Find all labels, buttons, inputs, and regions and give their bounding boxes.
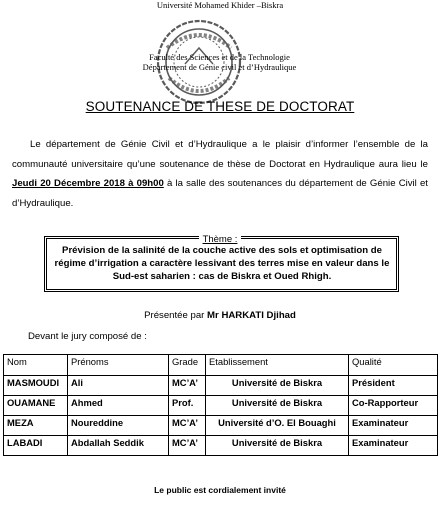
- faculty-block: [112, 52, 327, 72]
- cell-prenoms: Abdallah Seddik: [68, 436, 169, 456]
- cell-etablissement: Université d’O. El Bouaghi: [206, 416, 349, 436]
- cell-nom: MEZA: [4, 416, 68, 436]
- table-row: [4, 416, 438, 436]
- cell-qualite: Examinateur: [349, 416, 438, 436]
- university-name: Université Mohamed Khider –Biskra: [156, 0, 284, 10]
- cell-grade: MC’A’: [169, 416, 206, 436]
- cell-prenoms: Ahmed: [68, 396, 169, 416]
- cell-etablissement: Université de Biskra: [206, 376, 349, 396]
- thesis-title: Prévision de la salinité de la couche active des sols et optimisation de régime d’irrigation a caractère lessivant des terres mise en valeur dans le Sud-est saharien : cas de Biskra et Oued Rhigh.: [54, 245, 390, 282]
- intro-text-before: Le département de Génie Civil et d’Hydraulique a le plaisir d’informer l’ensemble de la communauté universitaire qu’une soutenance de thèse de Doctorat en Hydraulique aura lieu le: [12, 139, 428, 170]
- table-header-row: [4, 355, 438, 376]
- jury-table: [3, 354, 438, 456]
- cell-prenoms: Noureddine: [68, 416, 169, 436]
- presented-by-label: Présentée par: [144, 310, 208, 321]
- defense-date: Jeudi 20 Décembre 2018 à 09h00: [12, 178, 164, 190]
- document-title: SOUTENANCE DE THESE DE DOCTORAT: [85, 99, 355, 114]
- cell-etablissement: Université de Biskra: [206, 396, 349, 416]
- cell-grade: MC’A’: [169, 376, 206, 396]
- closing-note: Le public est cordialement invité: [154, 485, 286, 495]
- intro-text-after: à la salle des soutenances du département de Génie Civil et d’Hydraulique.: [12, 178, 428, 209]
- cell-nom: OUAMANE: [4, 396, 68, 416]
- cell-grade: MC’A’: [169, 436, 206, 456]
- presented-by: [0, 310, 440, 322]
- table-row: [4, 396, 438, 416]
- header-nom: Nom: [4, 355, 68, 376]
- table-row: [4, 376, 438, 396]
- header-grade: Grade: [169, 355, 206, 376]
- theme-label-text: Thème :: [199, 234, 242, 245]
- header-etablissement: Etablissement: [206, 355, 349, 376]
- cell-qualite: Président: [349, 376, 438, 396]
- cell-qualite: Examinateur: [349, 436, 438, 456]
- announcement-paragraph: [12, 135, 428, 213]
- table-row: [4, 436, 438, 456]
- faculty-line: Faculté des Sciences et de la Technologie: [149, 52, 290, 62]
- cell-nom: LABADI: [4, 436, 68, 456]
- header-qualite: Qualité: [349, 355, 438, 376]
- cell-prenoms: Ali: [68, 376, 169, 396]
- department-line: Département de Génie civil et d’Hydraulique: [142, 62, 297, 72]
- cell-nom: MASMOUDI: [4, 376, 68, 396]
- cell-etablissement: Université de Biskra: [206, 436, 349, 456]
- candidate-name: Mr HARKATI Djihad: [207, 310, 296, 321]
- cell-qualite: Co-Rapporteur: [349, 396, 438, 416]
- header-prenoms: Prénoms: [68, 355, 169, 376]
- cell-grade: Prof.: [169, 396, 206, 416]
- jury-intro: Devant le jury composé de :: [28, 331, 147, 342]
